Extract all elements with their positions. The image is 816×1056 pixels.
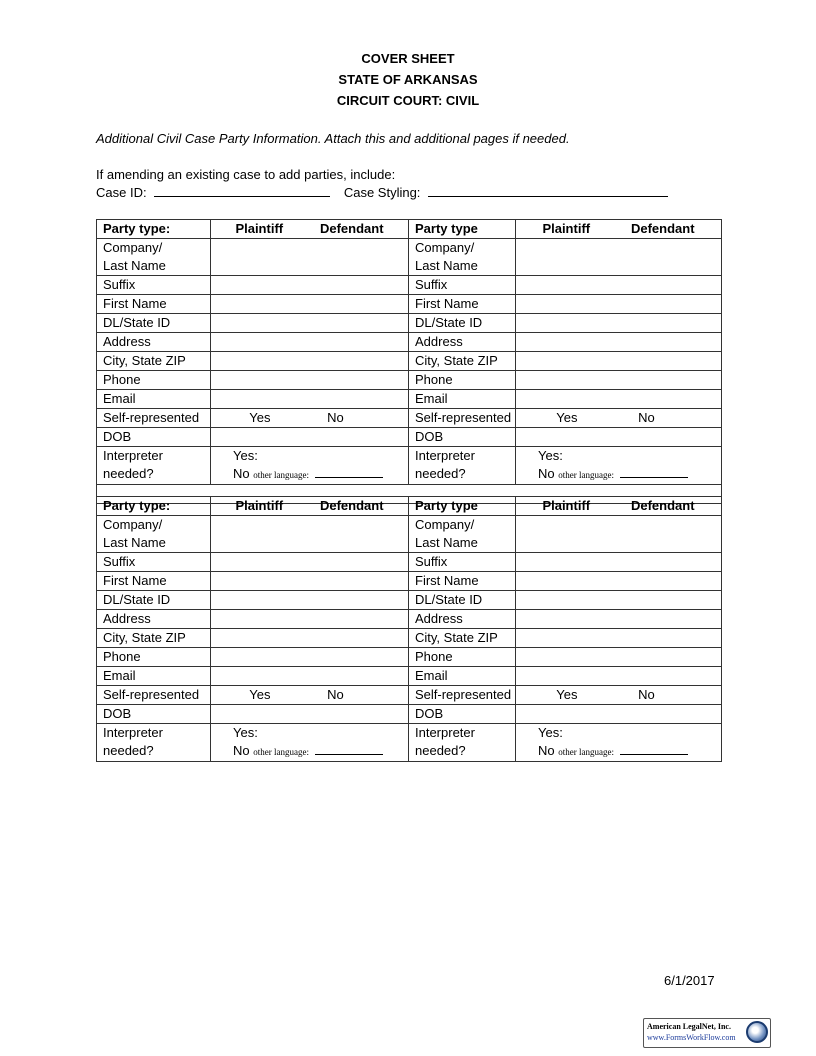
interpreter-yes-option[interactable]: Yes:: [538, 448, 563, 463]
party-type-choice[interactable]: [516, 220, 722, 239]
phone-label: Phone: [409, 371, 516, 390]
intro-text: Additional Civil Case Party Information. Attach this and additional pages if needed.: [96, 131, 570, 146]
case-id-line: [96, 185, 668, 200]
plaintiff-option[interactable]: Plaintiff: [235, 221, 284, 236]
interpreter-text: Interpreter: [415, 725, 475, 740]
company-label: [409, 239, 516, 276]
self-represented-label: Self-represented: [97, 686, 211, 705]
interpreter-choice[interactable]: [516, 447, 722, 485]
address-field[interactable]: [516, 333, 722, 352]
email-label: Email: [97, 667, 211, 686]
party-type-choice[interactable]: [211, 220, 409, 239]
email-field[interactable]: [516, 390, 722, 409]
first-name-field[interactable]: [516, 572, 722, 591]
dob-label: DOB: [409, 705, 516, 724]
self-represented-choice[interactable]: [211, 409, 409, 428]
form-date: 6/1/2017: [664, 973, 715, 988]
defendant-option[interactable]: Defendant: [630, 221, 695, 236]
party-type-choice[interactable]: [211, 497, 409, 516]
email-field[interactable]: [516, 667, 722, 686]
interpreter-no-option[interactable]: No: [233, 465, 250, 481]
suffix-label: Suffix: [409, 276, 516, 295]
city-state-zip-field[interactable]: [516, 352, 722, 371]
suffix-field[interactable]: [516, 553, 722, 572]
table-row: [97, 276, 722, 295]
self-represented-choice[interactable]: [211, 686, 409, 705]
other-language-field[interactable]: [315, 468, 383, 478]
other-language-label: other language:: [253, 469, 309, 480]
dob-label: DOB: [409, 428, 516, 447]
defendant-option[interactable]: Defendant: [630, 498, 695, 513]
dl-state-id-label: DL/State ID: [409, 591, 516, 610]
company-field[interactable]: [211, 516, 409, 553]
no-option[interactable]: No: [638, 410, 655, 425]
phone-label: Phone: [409, 648, 516, 667]
suffix-label: Suffix: [409, 553, 516, 572]
first-name-label: First Name: [97, 295, 211, 314]
company-label: [97, 516, 211, 553]
address-field[interactable]: [211, 333, 409, 352]
table-row: [97, 553, 722, 572]
company-field[interactable]: [516, 516, 722, 553]
logo-url: www.FormsWorkFlow.com: [647, 1033, 736, 1042]
needed-text: needed?: [103, 742, 154, 758]
state-title: STATE OF ARKANSAS: [338, 72, 478, 87]
first-name-label: First Name: [97, 572, 211, 591]
table-row: [97, 409, 722, 428]
party-type-label: Party type:: [97, 220, 211, 239]
defendant-option[interactable]: Defendant: [319, 221, 384, 236]
suffix-field[interactable]: [516, 276, 722, 295]
company-label: [409, 516, 516, 553]
interpreter-yes-option[interactable]: Yes:: [538, 725, 563, 740]
table-row: [97, 648, 722, 667]
dl-state-id-field[interactable]: [211, 591, 409, 610]
no-option[interactable]: No: [327, 687, 344, 702]
other-language-label: other language:: [558, 469, 614, 480]
interpreter-text: Interpreter: [103, 448, 163, 463]
dob-field[interactable]: [516, 428, 722, 447]
last-name-text: Last Name: [415, 534, 478, 550]
address-label: Address: [97, 610, 211, 629]
dob-label: DOB: [97, 428, 211, 447]
table-row: [97, 314, 722, 333]
yes-option[interactable]: Yes: [249, 410, 271, 425]
email-label: Email: [409, 667, 516, 686]
email-label: Email: [409, 390, 516, 409]
needed-text: needed?: [103, 465, 154, 481]
first-name-field[interactable]: [516, 295, 722, 314]
table-row: [97, 497, 722, 516]
interpreter-yes-option[interactable]: Yes:: [233, 448, 258, 463]
other-language-field[interactable]: [620, 468, 688, 478]
other-language-field[interactable]: [620, 745, 688, 755]
email-label: Email: [97, 390, 211, 409]
table-row: [97, 447, 722, 485]
city-state-zip-label: City, State ZIP: [97, 629, 211, 648]
city-state-zip-label: City, State ZIP: [97, 352, 211, 371]
table-row: [97, 572, 722, 591]
first-name-label: First Name: [409, 572, 516, 591]
interpreter-no-option[interactable]: No: [233, 742, 250, 758]
interpreter-choice[interactable]: [211, 724, 409, 762]
party-table-1: [96, 219, 722, 504]
email-field[interactable]: [211, 390, 409, 409]
interpreter-label: [409, 724, 516, 762]
dob-field[interactable]: [211, 428, 409, 447]
address-field[interactable]: [211, 610, 409, 629]
city-state-zip-label: City, State ZIP: [409, 352, 516, 371]
yes-option[interactable]: Yes: [556, 410, 578, 425]
suffix-field[interactable]: [211, 276, 409, 295]
party-type-choice[interactable]: [516, 497, 722, 516]
other-language-label: other language:: [253, 746, 309, 757]
phone-field[interactable]: [516, 648, 722, 667]
logo-company-name: American LegalNet, Inc.: [647, 1022, 731, 1031]
party-type-label: Party type: [409, 497, 516, 516]
interpreter-choice[interactable]: [516, 724, 722, 762]
company-text: Company/: [415, 240, 475, 255]
phone-label: Phone: [97, 371, 211, 390]
party-type-label: Party type:: [97, 497, 211, 516]
yes-option[interactable]: Yes: [249, 687, 271, 702]
last-name-text: Last Name: [415, 257, 478, 273]
interpreter-no-row: [538, 465, 715, 485]
dob-label: DOB: [97, 705, 211, 724]
american-legalnet-logo: [643, 1018, 771, 1048]
case-id-field[interactable]: [154, 185, 330, 197]
dl-state-id-field[interactable]: [211, 314, 409, 333]
court-title: CIRCUIT COURT: CIVIL: [336, 93, 480, 108]
suffix-label: Suffix: [97, 276, 211, 295]
table-row: [97, 667, 722, 686]
party-type-label: Party type: [409, 220, 516, 239]
dl-state-id-label: DL/State ID: [409, 314, 516, 333]
interpreter-no-option[interactable]: No: [538, 465, 555, 481]
dob-field[interactable]: [516, 705, 722, 724]
amend-note: If amending an existing case to add parties, include:: [96, 167, 396, 182]
first-name-label: First Name: [409, 295, 516, 314]
company-label: [97, 239, 211, 276]
table-row: [97, 239, 722, 276]
interpreter-no-option[interactable]: No: [538, 742, 555, 758]
interpreter-label: [97, 724, 211, 762]
city-state-zip-field[interactable]: [516, 629, 722, 648]
city-state-zip-label: City, State ZIP: [409, 629, 516, 648]
table-row: [97, 220, 722, 239]
self-represented-label: Self-represented: [409, 409, 516, 428]
suffix-field[interactable]: [211, 553, 409, 572]
plaintiff-option[interactable]: Plaintiff: [542, 221, 591, 236]
company-text: Company/: [103, 517, 163, 532]
first-name-field[interactable]: [211, 295, 409, 314]
other-language-label: other language:: [558, 746, 614, 757]
defendant-option[interactable]: Defendant: [319, 498, 384, 513]
case-id-label: Case ID:: [96, 185, 147, 200]
email-field[interactable]: [211, 667, 409, 686]
interpreter-text: Interpreter: [415, 448, 475, 463]
table-row: [97, 371, 722, 390]
needed-text: needed?: [415, 742, 466, 758]
interpreter-yes-option[interactable]: Yes:: [233, 725, 258, 740]
self-represented-choice[interactable]: [516, 686, 722, 705]
self-represented-label: Self-represented: [97, 409, 211, 428]
phone-field[interactable]: [211, 371, 409, 390]
company-field[interactable]: [516, 239, 722, 276]
cover-sheet-title: COVER SHEET: [361, 51, 455, 66]
logo-seal-icon: [746, 1021, 768, 1043]
phone-field[interactable]: [516, 371, 722, 390]
needed-text: needed?: [415, 465, 466, 481]
phone-label: Phone: [97, 648, 211, 667]
address-field[interactable]: [516, 610, 722, 629]
self-represented-choice[interactable]: [516, 409, 722, 428]
last-name-text: Last Name: [103, 257, 166, 273]
city-state-zip-field[interactable]: [211, 352, 409, 371]
phone-field[interactable]: [211, 648, 409, 667]
other-language-field[interactable]: [315, 745, 383, 755]
first-name-field[interactable]: [211, 572, 409, 591]
company-field[interactable]: [211, 239, 409, 276]
suffix-label: Suffix: [97, 553, 211, 572]
dl-state-id-label: DL/State ID: [97, 591, 211, 610]
company-text: Company/: [415, 517, 475, 532]
table-row: [97, 428, 722, 447]
no-option[interactable]: No: [638, 687, 655, 702]
interpreter-text: Interpreter: [103, 725, 163, 740]
table-row: [97, 295, 722, 314]
dl-state-id-field[interactable]: [516, 314, 722, 333]
table-row: [97, 390, 722, 409]
interpreter-label: [409, 447, 516, 485]
interpreter-no-row: [233, 742, 402, 762]
yes-option[interactable]: Yes: [556, 687, 578, 702]
party-table-2: [96, 496, 722, 762]
address-label: Address: [409, 333, 516, 352]
no-option[interactable]: No: [327, 410, 344, 425]
interpreter-no-row: [538, 742, 715, 762]
case-styling-label: Case Styling:: [343, 185, 421, 200]
table-row: [97, 629, 722, 648]
table-row: [97, 724, 722, 762]
last-name-text: Last Name: [103, 534, 166, 550]
interpreter-label: [97, 447, 211, 485]
interpreter-choice[interactable]: [211, 447, 409, 485]
dl-state-id-label: DL/State ID: [97, 314, 211, 333]
dl-state-id-field[interactable]: [516, 591, 722, 610]
plaintiff-option[interactable]: Plaintiff: [542, 498, 591, 513]
self-represented-label: Self-represented: [409, 686, 516, 705]
dob-field[interactable]: [211, 705, 409, 724]
plaintiff-option[interactable]: Plaintiff: [235, 498, 284, 513]
table-row: [97, 333, 722, 352]
table-row: [97, 686, 722, 705]
address-label: Address: [409, 610, 516, 629]
table-row: [97, 610, 722, 629]
city-state-zip-field[interactable]: [211, 629, 409, 648]
company-text: Company/: [103, 240, 163, 255]
table-row: [97, 352, 722, 371]
interpreter-no-row: [233, 465, 402, 485]
table-row: [97, 705, 722, 724]
address-label: Address: [97, 333, 211, 352]
table-row: [97, 516, 722, 553]
table-row: [97, 591, 722, 610]
case-styling-field[interactable]: [428, 185, 668, 197]
